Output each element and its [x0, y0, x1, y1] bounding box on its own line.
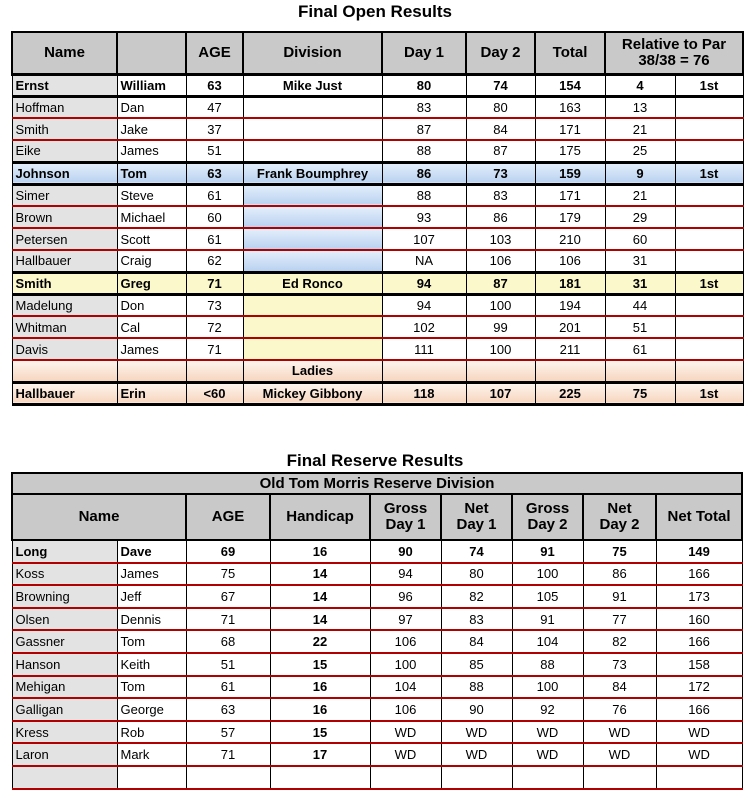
- division-cell: Mike Just: [243, 74, 382, 96]
- day2-score: 74: [466, 74, 535, 96]
- player-first-name: Greg: [117, 272, 186, 294]
- relative-to-par: 31: [605, 250, 675, 272]
- gross-day2-score: 91: [512, 608, 583, 631]
- place-badge: [675, 360, 743, 382]
- total-score: 225: [535, 382, 605, 404]
- handicap-value: 14: [270, 585, 370, 608]
- place-badge: [675, 316, 743, 338]
- player-last-name: Madelung: [12, 294, 117, 316]
- player-first-name: Dennis: [117, 608, 186, 631]
- player-last-name: Laron: [12, 743, 117, 766]
- gross-day1-score: 106: [370, 630, 441, 653]
- day2-score: 106: [466, 250, 535, 272]
- reserve-result-row: [12, 698, 742, 721]
- handicap-value: [270, 766, 370, 789]
- place-badge: 1st: [675, 162, 743, 184]
- total-score: 154: [535, 74, 605, 96]
- player-age: <60: [186, 382, 243, 404]
- day1-score: 83: [382, 96, 466, 118]
- net-day1-score: 90: [441, 698, 512, 721]
- net-day2-score: WD: [583, 743, 656, 766]
- day1-score: [382, 360, 466, 382]
- col-header-gross-day2: Gross Day 2: [512, 494, 583, 540]
- day2-score: 100: [466, 294, 535, 316]
- handicap-value: 15: [270, 721, 370, 744]
- col-header-net-total: Net Total: [656, 494, 742, 540]
- total-score: 210: [535, 228, 605, 250]
- handicap-value: 16: [270, 698, 370, 721]
- relative-to-par: 9: [605, 162, 675, 184]
- open-result-row: [12, 140, 743, 162]
- player-last-name: Smith: [12, 118, 117, 140]
- col-header-day2: Day 2: [466, 32, 535, 74]
- player-last-name: Whitman: [12, 316, 117, 338]
- net-day1-score: 84: [441, 630, 512, 653]
- day1-score: NA: [382, 250, 466, 272]
- col-header-gross-day1: Gross Day 1: [370, 494, 441, 540]
- player-last-name: Galligan: [12, 698, 117, 721]
- day2-score: 87: [466, 272, 535, 294]
- player-last-name: [12, 360, 117, 382]
- day1-score: 80: [382, 74, 466, 96]
- open-result-row: [12, 250, 743, 272]
- total-score: 194: [535, 294, 605, 316]
- gross-day1-score: WD: [370, 743, 441, 766]
- division-cell: [243, 184, 382, 206]
- player-first-name: Mark: [117, 743, 186, 766]
- net-day1-score: 80: [441, 563, 512, 586]
- player-age: [186, 766, 270, 789]
- reserve-result-row: [12, 630, 742, 653]
- net-day1-score: 85: [441, 653, 512, 676]
- place-badge: [675, 250, 743, 272]
- day2-score: 100: [466, 338, 535, 360]
- gross-day1-score: 104: [370, 676, 441, 699]
- player-age: 63: [186, 698, 270, 721]
- reserve-division-row: [12, 473, 742, 494]
- reserve-division-label: Old Tom Morris Reserve Division: [12, 473, 742, 494]
- day1-score: 86: [382, 162, 466, 184]
- relative-to-par: 61: [605, 338, 675, 360]
- reserve-result-row: [12, 766, 742, 789]
- net-day2-score: 76: [583, 698, 656, 721]
- net-total-score: 158: [656, 653, 742, 676]
- col-header-net-day2: Net Day 2: [583, 494, 656, 540]
- player-first-name: Tom: [117, 162, 186, 184]
- player-first-name: Tom: [117, 630, 186, 653]
- day2-score: 84: [466, 118, 535, 140]
- relative-to-par: 29: [605, 206, 675, 228]
- player-age: 37: [186, 118, 243, 140]
- net-day2-score: 77: [583, 608, 656, 631]
- division-cell: [243, 96, 382, 118]
- player-age: 73: [186, 294, 243, 316]
- net-day1-score: WD: [441, 743, 512, 766]
- player-age: 71: [186, 338, 243, 360]
- division-cell: [243, 118, 382, 140]
- handicap-value: 14: [270, 563, 370, 586]
- player-first-name: Steve: [117, 184, 186, 206]
- gross-day2-score: WD: [512, 743, 583, 766]
- day2-score: 103: [466, 228, 535, 250]
- open-result-row: [12, 360, 743, 382]
- relative-to-par: 51: [605, 316, 675, 338]
- reserve-result-row: [12, 540, 742, 563]
- player-first-name: Craig: [117, 250, 186, 272]
- player-age: 62: [186, 250, 243, 272]
- total-score: 211: [535, 338, 605, 360]
- gross-day2-score: 100: [512, 676, 583, 699]
- relative-to-par: 44: [605, 294, 675, 316]
- handicap-value: 16: [270, 540, 370, 563]
- gross-day2-score: [512, 766, 583, 789]
- reserve-result-row: [12, 653, 742, 676]
- col-header-handicap: Handicap: [270, 494, 370, 540]
- player-age: 69: [186, 540, 270, 563]
- player-last-name: Johnson: [12, 162, 117, 184]
- gross-day1-score: [370, 766, 441, 789]
- relative-to-par: 21: [605, 184, 675, 206]
- total-score: 159: [535, 162, 605, 184]
- day2-score: 87: [466, 140, 535, 162]
- total-score: [535, 360, 605, 382]
- day2-score: 107: [466, 382, 535, 404]
- reserve-result-row: [12, 585, 742, 608]
- relative-to-par: 25: [605, 140, 675, 162]
- player-last-name: Davis: [12, 338, 117, 360]
- player-first-name: [117, 766, 186, 789]
- reserve-header-row: [12, 494, 742, 540]
- day2-score: 99: [466, 316, 535, 338]
- place-badge: [675, 184, 743, 206]
- col-header-age: AGE: [186, 32, 243, 74]
- division-cell: [243, 316, 382, 338]
- net-day2-score: [583, 766, 656, 789]
- player-first-name: Keith: [117, 653, 186, 676]
- day2-score: 86: [466, 206, 535, 228]
- day1-score: 94: [382, 294, 466, 316]
- player-first-name: Jeff: [117, 585, 186, 608]
- relative-to-par: 4: [605, 74, 675, 96]
- player-last-name: Hanson: [12, 653, 117, 676]
- player-last-name: Smith: [12, 272, 117, 294]
- reserve-result-row: [12, 608, 742, 631]
- place-badge: 1st: [675, 382, 743, 404]
- player-first-name: Rob: [117, 721, 186, 744]
- open-result-row: [12, 162, 743, 184]
- player-age: 63: [186, 74, 243, 96]
- player-last-name: Simer: [12, 184, 117, 206]
- day2-score: 80: [466, 96, 535, 118]
- place-badge: [675, 294, 743, 316]
- net-total-score: [656, 766, 742, 789]
- total-score: 175: [535, 140, 605, 162]
- player-age: 47: [186, 96, 243, 118]
- open-result-row: [12, 382, 743, 404]
- net-total-score: 160: [656, 608, 742, 631]
- net-total-score: 166: [656, 563, 742, 586]
- player-age: 67: [186, 585, 270, 608]
- day1-score: 102: [382, 316, 466, 338]
- player-last-name: Olsen: [12, 608, 117, 631]
- place-badge: [675, 206, 743, 228]
- player-last-name: Hoffman: [12, 96, 117, 118]
- net-day2-score: 91: [583, 585, 656, 608]
- day2-score: [466, 360, 535, 382]
- net-day2-score: WD: [583, 721, 656, 744]
- player-age: 57: [186, 721, 270, 744]
- player-age: [186, 360, 243, 382]
- net-day1-score: [441, 766, 512, 789]
- gross-day1-score: 106: [370, 698, 441, 721]
- player-age: 51: [186, 140, 243, 162]
- net-day2-score: 86: [583, 563, 656, 586]
- player-age: 75: [186, 563, 270, 586]
- division-cell: Ladies: [243, 360, 382, 382]
- net-total-score: 149: [656, 540, 742, 563]
- day1-score: 107: [382, 228, 466, 250]
- player-last-name: Hallbauer: [12, 382, 117, 404]
- day1-score: 118: [382, 382, 466, 404]
- open-result-row: [12, 184, 743, 206]
- open-result-row: [12, 294, 743, 316]
- place-badge: 1st: [675, 272, 743, 294]
- player-age: 60: [186, 206, 243, 228]
- total-score: 179: [535, 206, 605, 228]
- player-last-name: Koss: [12, 563, 117, 586]
- col-header-day1: Day 1: [382, 32, 466, 74]
- total-score: 106: [535, 250, 605, 272]
- relative-to-par: [605, 360, 675, 382]
- player-age: 71: [186, 743, 270, 766]
- open-header-row: [12, 32, 743, 74]
- col-header-total: Total: [535, 32, 605, 74]
- reserve-result-row: [12, 676, 742, 699]
- open-result-row: [12, 272, 743, 294]
- net-day1-score: 82: [441, 585, 512, 608]
- handicap-value: 16: [270, 676, 370, 699]
- player-age: 72: [186, 316, 243, 338]
- net-day1-score: 88: [441, 676, 512, 699]
- player-age: 61: [186, 676, 270, 699]
- day2-score: 73: [466, 162, 535, 184]
- player-last-name: [12, 766, 117, 789]
- col-header-name: Name: [12, 32, 117, 74]
- net-day1-score: 74: [441, 540, 512, 563]
- player-age: 51: [186, 653, 270, 676]
- player-first-name: Cal: [117, 316, 186, 338]
- day1-score: 88: [382, 184, 466, 206]
- net-day2-score: 82: [583, 630, 656, 653]
- division-cell: Mickey Gibbony: [243, 382, 382, 404]
- player-age: 61: [186, 228, 243, 250]
- player-first-name: James: [117, 563, 186, 586]
- player-first-name: Don: [117, 294, 186, 316]
- place-badge: [675, 140, 743, 162]
- open-result-row: [12, 228, 743, 250]
- gross-day2-score: 100: [512, 563, 583, 586]
- division-cell: [243, 140, 382, 162]
- player-first-name: [117, 360, 186, 382]
- net-day2-score: 75: [583, 540, 656, 563]
- day1-score: 111: [382, 338, 466, 360]
- net-total-score: 166: [656, 698, 742, 721]
- division-cell: [243, 228, 382, 250]
- gross-day2-score: 91: [512, 540, 583, 563]
- gross-day1-score: 94: [370, 563, 441, 586]
- relative-to-par: 13: [605, 96, 675, 118]
- player-last-name: Mehigan: [12, 676, 117, 699]
- col-header-division: Division: [243, 32, 382, 74]
- place-badge: [675, 338, 743, 360]
- player-age: 68: [186, 630, 270, 653]
- player-last-name: Gassner: [12, 630, 117, 653]
- day1-score: 88: [382, 140, 466, 162]
- player-first-name: James: [117, 140, 186, 162]
- player-last-name: Eike: [12, 140, 117, 162]
- gross-day2-score: 88: [512, 653, 583, 676]
- net-day1-score: WD: [441, 721, 512, 744]
- handicap-value: 15: [270, 653, 370, 676]
- handicap-value: 14: [270, 608, 370, 631]
- player-first-name: James: [117, 338, 186, 360]
- gross-day1-score: WD: [370, 721, 441, 744]
- net-total-score: WD: [656, 721, 742, 744]
- relative-to-par: 60: [605, 228, 675, 250]
- handicap-value: 22: [270, 630, 370, 653]
- player-first-name: Erin: [117, 382, 186, 404]
- reserve-result-row: [12, 563, 742, 586]
- division-cell: [243, 250, 382, 272]
- place-badge: [675, 118, 743, 140]
- total-score: 181: [535, 272, 605, 294]
- player-first-name: Michael: [117, 206, 186, 228]
- total-score: 163: [535, 96, 605, 118]
- place-badge: [675, 96, 743, 118]
- day1-score: 93: [382, 206, 466, 228]
- player-age: 71: [186, 272, 243, 294]
- open-result-row: [12, 118, 743, 140]
- open-result-row: [12, 338, 743, 360]
- open-result-row: [12, 316, 743, 338]
- open-result-row: [12, 96, 743, 118]
- net-day2-score: 84: [583, 676, 656, 699]
- division-cell: Frank Boumphrey: [243, 162, 382, 184]
- net-total-score: 166: [656, 630, 742, 653]
- net-day2-score: 73: [583, 653, 656, 676]
- net-day1-score: 83: [441, 608, 512, 631]
- place-badge: [675, 228, 743, 250]
- player-age: 71: [186, 608, 270, 631]
- division-cell: Ed Ronco: [243, 272, 382, 294]
- player-last-name: Browning: [12, 585, 117, 608]
- player-last-name: Kress: [12, 721, 117, 744]
- total-score: 171: [535, 118, 605, 140]
- day1-score: 94: [382, 272, 466, 294]
- reserve-results-table: [11, 472, 743, 790]
- player-last-name: Ernst: [12, 74, 117, 96]
- gross-day1-score: 90: [370, 540, 441, 563]
- gross-day1-score: 97: [370, 608, 441, 631]
- gross-day2-score: 104: [512, 630, 583, 653]
- relative-to-par: 75: [605, 382, 675, 404]
- net-total-score: WD: [656, 743, 742, 766]
- gross-day2-score: WD: [512, 721, 583, 744]
- division-cell: [243, 206, 382, 228]
- net-total-score: 172: [656, 676, 742, 699]
- place-badge: 1st: [675, 74, 743, 96]
- open-result-row: [12, 206, 743, 228]
- reserve-result-row: [12, 721, 742, 744]
- handicap-value: 17: [270, 743, 370, 766]
- player-first-name: Dave: [117, 540, 186, 563]
- gross-day1-score: 100: [370, 653, 441, 676]
- player-age: 61: [186, 184, 243, 206]
- division-cell: [243, 338, 382, 360]
- col-header-name: Name: [12, 494, 186, 540]
- total-score: 171: [535, 184, 605, 206]
- player-first-name: Scott: [117, 228, 186, 250]
- relative-to-par: 31: [605, 272, 675, 294]
- gross-day1-score: 96: [370, 585, 441, 608]
- player-last-name: Brown: [12, 206, 117, 228]
- open-result-row: [12, 74, 743, 96]
- player-age: 63: [186, 162, 243, 184]
- day2-score: 83: [466, 184, 535, 206]
- col-header-blank: [117, 32, 186, 74]
- open-results-title: Final Open Results: [298, 2, 452, 21]
- player-first-name: George: [117, 698, 186, 721]
- player-last-name: Hallbauer: [12, 250, 117, 272]
- day1-score: 87: [382, 118, 466, 140]
- open-results-table: [11, 31, 744, 406]
- reserve-result-row: [12, 743, 742, 766]
- net-total-score: 173: [656, 585, 742, 608]
- col-header-net-day1: Net Day 1: [441, 494, 512, 540]
- col-header-age: AGE: [186, 494, 270, 540]
- relative-to-par: 21: [605, 118, 675, 140]
- gross-day2-score: 105: [512, 585, 583, 608]
- player-first-name: Jake: [117, 118, 186, 140]
- player-first-name: William: [117, 74, 186, 96]
- gross-day2-score: 92: [512, 698, 583, 721]
- player-last-name: Petersen: [12, 228, 117, 250]
- player-last-name: Long: [12, 540, 117, 563]
- reserve-results-title: Final Reserve Results: [286, 451, 464, 470]
- division-cell: [243, 294, 382, 316]
- total-score: 201: [535, 316, 605, 338]
- player-first-name: Tom: [117, 676, 186, 699]
- col-header-relative-to-par: Relative to Par 38/38 = 76: [605, 32, 743, 74]
- player-first-name: Dan: [117, 96, 186, 118]
